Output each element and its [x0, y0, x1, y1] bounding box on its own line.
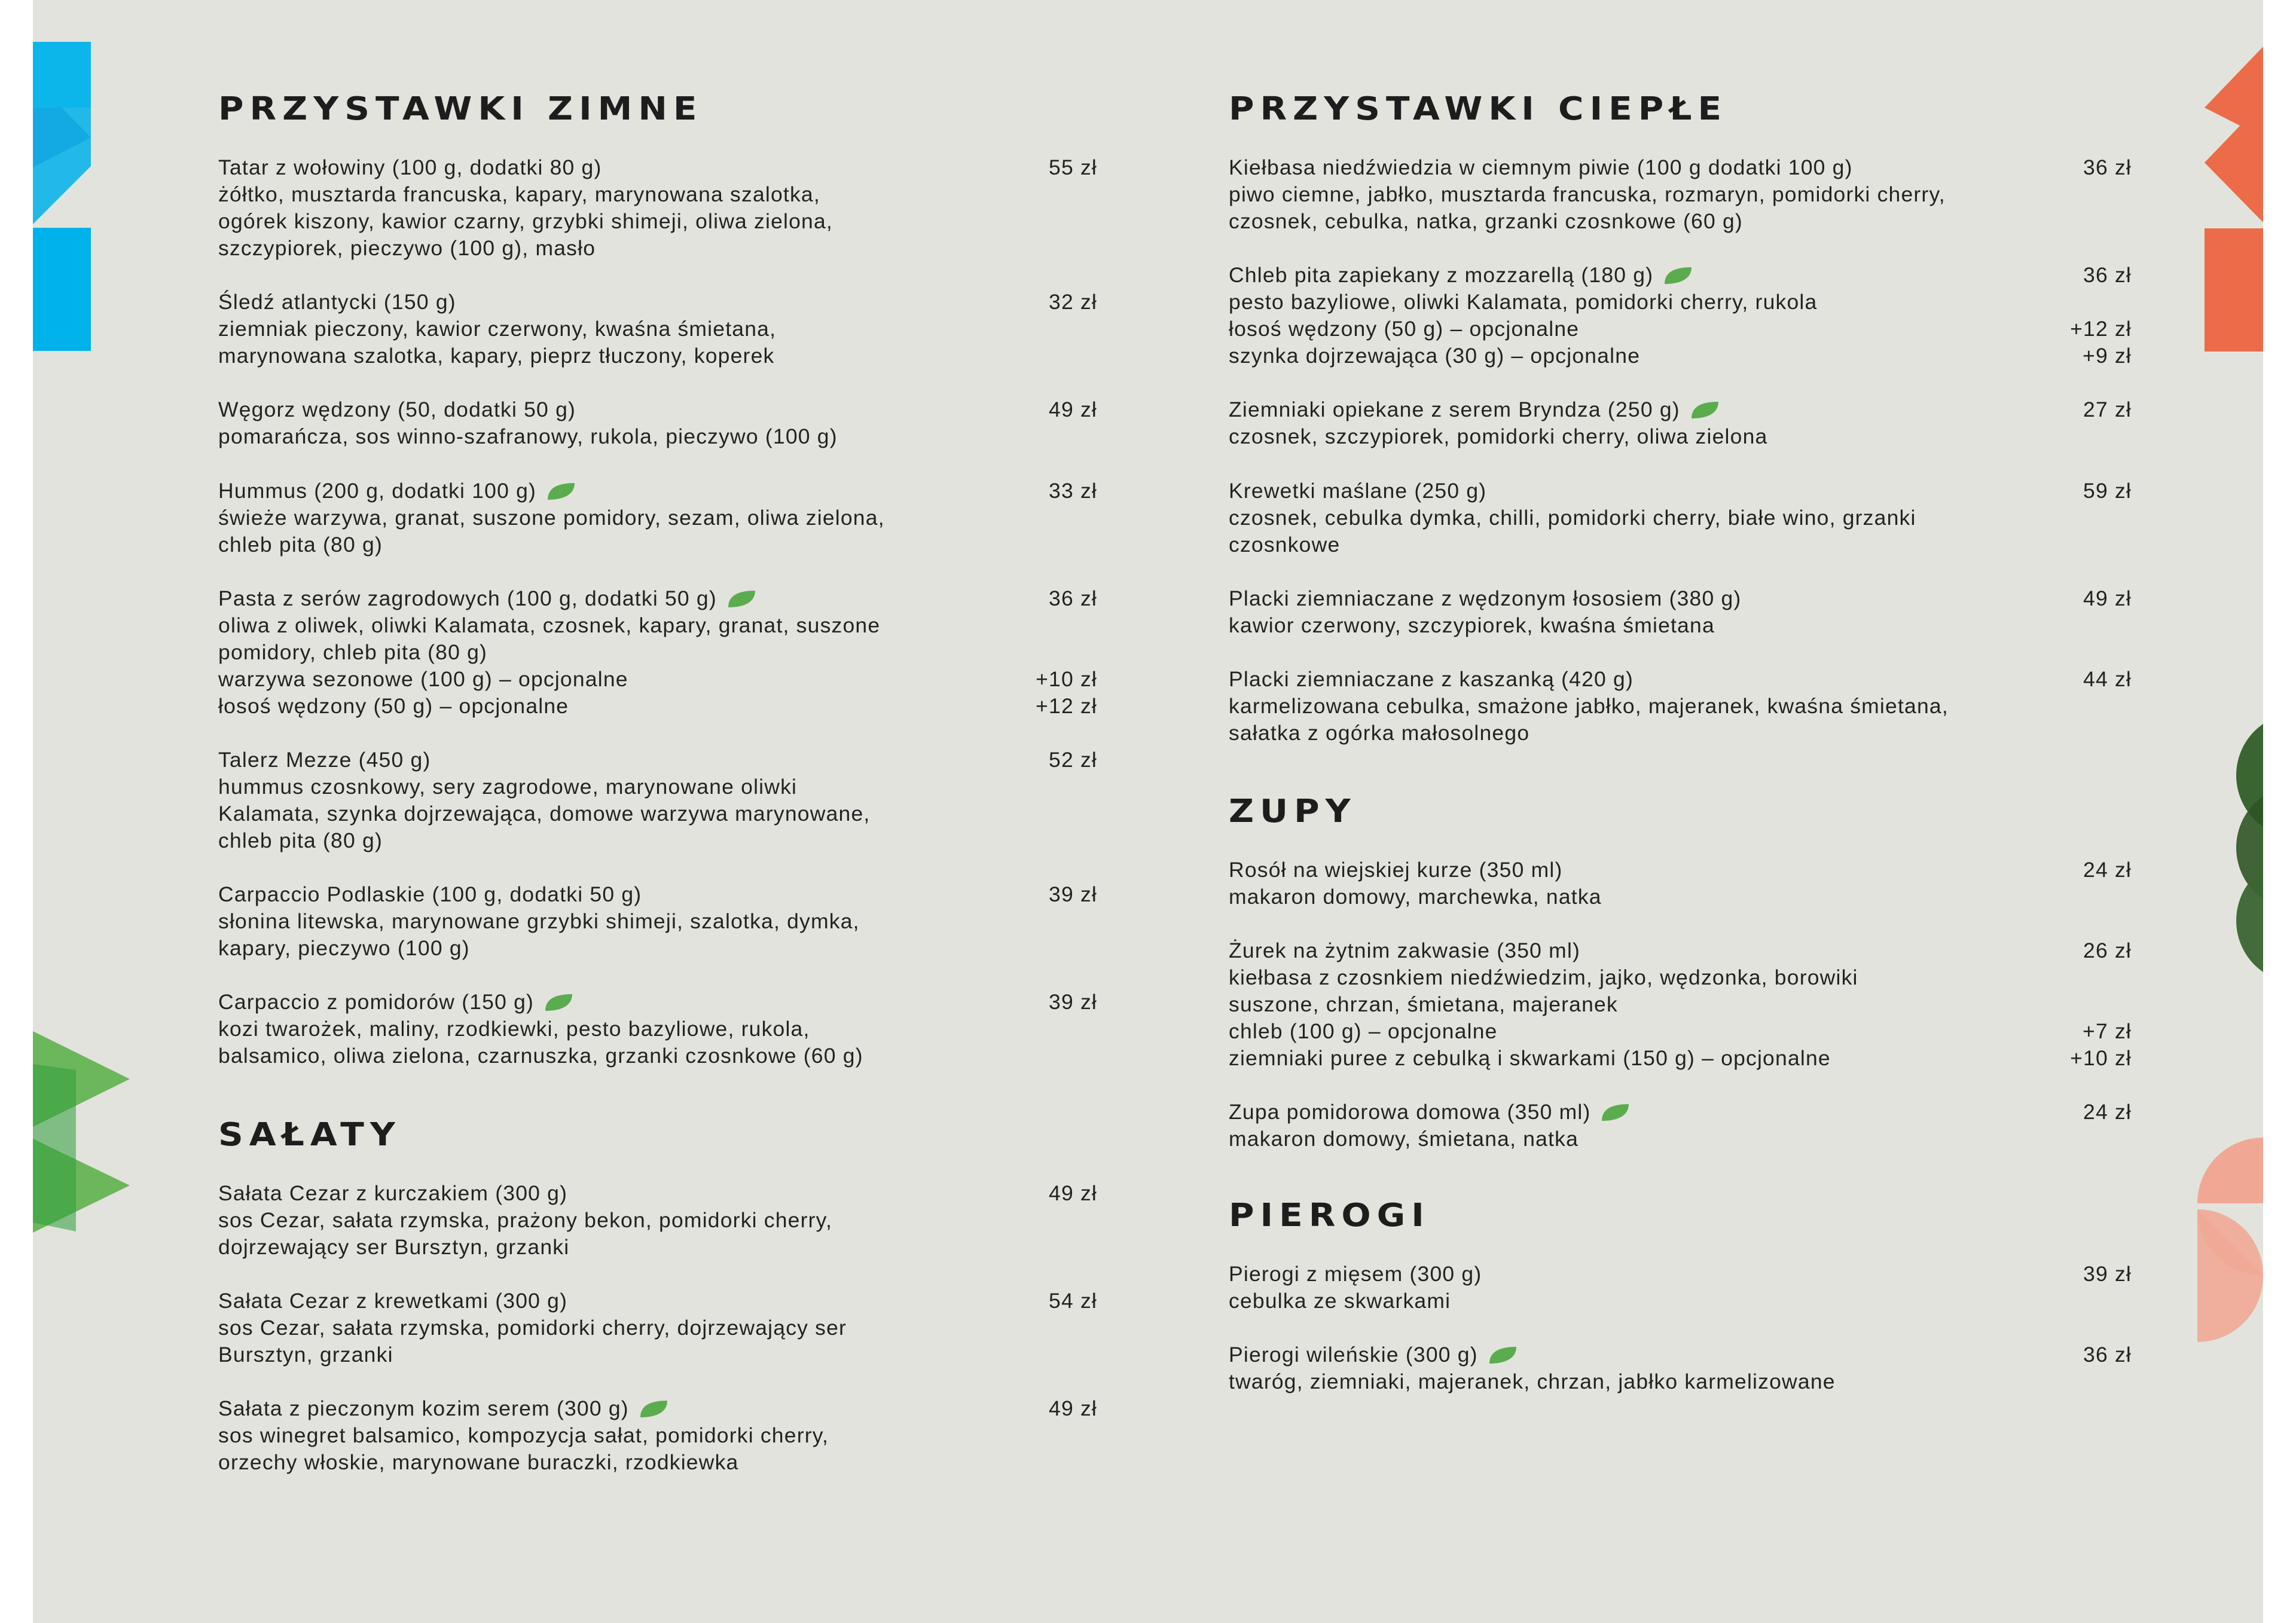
- dish-name: Węgorz wędzony (50, dodatki 50 g): [218, 398, 576, 421]
- dish-ingredients: Kalamata, szynka dojrzewająca, domowe warzywa marynowane,: [218, 802, 871, 826]
- dish-price: 49 zł: [1049, 398, 1097, 421]
- dish-name: Pierogi wileńskie (300 g): [1229, 1343, 1478, 1367]
- dish-price: 49 zł: [1049, 1181, 1097, 1205]
- option-price: +10 zł: [1036, 667, 1097, 691]
- dish-line: [1229, 1099, 2132, 1126]
- dish-price: 24 zł: [2083, 858, 2132, 882]
- section-title: PRZYSTAWKI ZIMNE: [218, 90, 703, 127]
- dish-ingredients: świeże warzywa, granat, suszone pomidory, sezam, oliwa zielona,: [218, 506, 885, 530]
- dish-ingredients: marynowana szalotka, kapary, pieprz tłuczony, koperek: [218, 344, 775, 368]
- section-title: PRZYSTAWKI CIEPŁE: [1229, 90, 1728, 127]
- menu-item: [1229, 1099, 2132, 1153]
- option-price: +12 zł: [1036, 694, 1097, 718]
- menu-item: [218, 1180, 1097, 1261]
- dish-option: szynka dojrzewająca (30 g) – opcjonalne +9 zł: [1229, 343, 2132, 369]
- dish-name: Placki ziemniaczane z wędzonym łososiem (380 g): [1229, 586, 1742, 610]
- dish-ingredients: czosnek, szczypiorek, pomidorki cherry, oliwa zielona: [1229, 424, 1768, 448]
- dish-line: [1229, 478, 2132, 505]
- dish-price: 49 zł: [1049, 1396, 1097, 1420]
- option-price: +12 zł: [2070, 317, 2132, 341]
- option-price: +9 zł: [2083, 344, 2132, 368]
- leaf-icon: [1690, 401, 1720, 420]
- dish-price: 59 zł: [2083, 479, 2132, 503]
- dish-ingredients: kawior czerwony, szczypiorek, kwaśna śmietana: [1229, 613, 1715, 637]
- dish-ingredients: sos Cezar, sałata rzymska, pomidorki cherry, dojrzewający ser: [218, 1316, 847, 1340]
- dish-ingredients: kapary, pieczywo (100 g): [218, 936, 470, 960]
- dish-ingredients: czosnek, cebulka, natka, grzanki czosnkowe (60 g): [1229, 209, 1743, 233]
- dish-ingredients: makaron domowy, śmietana, natka: [1229, 1127, 1579, 1151]
- menu-item: [218, 747, 1097, 854]
- dish-name: Żurek na żytnim zakwasie (350 ml): [1229, 939, 1581, 962]
- menu-item: [1229, 396, 2132, 450]
- dish-line: [1229, 396, 2132, 423]
- dish-ingredients: piwo ciemne, jabłko, musztarda francuska, rozmaryn, pomidorki cherry,: [1229, 182, 1946, 206]
- dish-ingredients: ogórek kiszony, kawior czarny, grzybki shimeji, oliwa zielona,: [218, 209, 833, 233]
- menu-item: [218, 989, 1097, 1069]
- dish-name: Sałata Cezar z krewetkami (300 g): [218, 1289, 568, 1313]
- pink-semicircle-shapes: [2197, 1138, 2263, 1342]
- dish-line: [1229, 262, 2132, 289]
- dish-price: 26 zł: [2083, 939, 2132, 962]
- dish-ingredients: pesto bazyliowe, oliwki Kalamata, pomidorki cherry, rukola: [1229, 290, 1818, 314]
- dish-name: Pierogi z mięsem (300 g): [1229, 1262, 1482, 1286]
- dish-ingredients: pomarańcza, sos winno-szafranowy, rukola, pieczywo (100 g): [218, 424, 838, 448]
- menu-item: [218, 585, 1097, 720]
- menu-item: [1229, 585, 2132, 639]
- dish-ingredients: Bursztyn, grzanki: [218, 1343, 393, 1367]
- dish-ingredients: chleb pita (80 g): [218, 533, 383, 557]
- dish-line: [218, 1288, 1097, 1315]
- dish-ingredients: pomidory, chleb pita (80 g): [218, 640, 488, 664]
- dish-line: [218, 154, 1097, 181]
- dish-price: 36 zł: [2083, 263, 2132, 287]
- dish-price: 54 zł: [1049, 1289, 1097, 1313]
- leaf-icon: [544, 993, 573, 1012]
- dish-price: 49 zł: [2083, 586, 2132, 610]
- menu-item: [1229, 857, 2132, 910]
- dish-line: [1229, 666, 2132, 693]
- dish-line: [1229, 154, 2132, 181]
- dish-name: Tatar z wołowiny (100 g, dodatki 80 g): [218, 155, 602, 179]
- menu-item: [218, 881, 1097, 962]
- dish-line: [1229, 585, 2132, 612]
- dish-price: 39 zł: [1049, 990, 1097, 1014]
- dish-option: ziemniaki puree z cebulką i skwarkami (150 g) – opcjonalne +10 zł: [1229, 1045, 2132, 1072]
- dish-ingredients: słonina litewska, marynowane grzybki shimeji, szalotka, dymka,: [218, 909, 860, 933]
- menu-item: [1229, 666, 2132, 747]
- dish-ingredients: karmelizowana cebulka, smażone jabłko, majeranek, kwaśna śmietana,: [1229, 694, 1949, 718]
- dish-ingredients: sos winegret balsamico, kompozycja sałat, pomidorki cherry,: [218, 1423, 829, 1447]
- dish-line: [1229, 1261, 2132, 1288]
- dish-line: [218, 289, 1097, 316]
- dish-price: 39 zł: [2083, 1262, 2132, 1286]
- dish-name: Pasta z serów zagrodowych (100 g, dodatki 50 g): [218, 586, 717, 610]
- dish-price: 55 zł: [1049, 155, 1097, 179]
- section-title: ZUPY: [1229, 792, 1357, 830]
- dish-ingredients: suszone, chrzan, śmietana, majeranek: [1229, 992, 1618, 1016]
- menu-item: [218, 1395, 1097, 1476]
- dish-ingredients: twaróg, ziemniaki, majeranek, chrzan, jabłko karmelizowane: [1229, 1370, 1836, 1393]
- dish-ingredients: sałatka z ogórka małosolnego: [1229, 721, 1530, 745]
- dish-name: Carpaccio Podlaskie (100 g, dodatki 50 g): [218, 882, 642, 906]
- dish-name: Zupa pomidorowa domowa (350 ml): [1229, 1100, 1591, 1124]
- dish-price: 32 zł: [1049, 290, 1097, 314]
- dish-line: [218, 1395, 1097, 1422]
- dish-line: [218, 881, 1097, 908]
- menu-item: [1229, 1341, 2132, 1395]
- dish-ingredients: szczypiorek, pieczywo (100 g), masło: [218, 236, 596, 260]
- dish-option: łosoś wędzony (50 g) – opcjonalne +12 zł: [218, 693, 1097, 720]
- dish-ingredients: czosnkowe: [1229, 533, 1341, 557]
- menu-item: [218, 478, 1097, 558]
- dish-price: 36 zł: [2083, 1343, 2132, 1367]
- menu-item: [1229, 1261, 2132, 1315]
- dish-ingredients: żółtko, musztarda francuska, kapary, marynowana szalotka,: [218, 182, 820, 206]
- section-title: SAŁATY: [218, 1115, 401, 1153]
- dish-price: 36 zł: [2083, 155, 2132, 179]
- menu-item: [218, 396, 1097, 450]
- dish-ingredients: makaron domowy, marchewka, natka: [1229, 885, 1602, 909]
- dish-line: [218, 396, 1097, 423]
- menu-item: [1229, 937, 2132, 1072]
- dish-name: Rosół na wiejskiej kurze (350 ml): [1229, 858, 1563, 882]
- dish-ingredients: sos Cezar, sałata rzymska, prażony bekon, pomidorki cherry,: [218, 1208, 833, 1232]
- dish-line: [218, 585, 1097, 612]
- dish-ingredients: cebulka ze skwarkami: [1229, 1289, 1451, 1313]
- dish-ingredients: balsamico, oliwa zielona, czarnuszka, grzanki czosnkowe (60 g): [218, 1044, 863, 1068]
- dish-price: 33 zł: [1049, 479, 1097, 503]
- leaf-icon: [1488, 1346, 1518, 1365]
- menu-item: [218, 1288, 1097, 1368]
- dish-price: 39 zł: [1049, 882, 1097, 906]
- dish-line: [218, 747, 1097, 774]
- menu-item: [1229, 262, 2132, 369]
- option-price: +10 zł: [2070, 1046, 2132, 1070]
- dish-option: chleb (100 g) – opcjonalne +7 zł: [1229, 1018, 2132, 1045]
- menu-item: [218, 154, 1097, 262]
- dish-price: 36 zł: [1049, 586, 1097, 610]
- dish-ingredients: kozi twarożek, maliny, rzodkiewki, pesto bazyliowe, rukola,: [218, 1017, 810, 1041]
- dish-line: [218, 478, 1097, 505]
- dish-ingredients: ziemniak pieczony, kawior czerwony, kwaśna śmietana,: [218, 317, 777, 341]
- dark-green-circles-shapes: [2236, 713, 2263, 983]
- dish-price: 44 zł: [2083, 667, 2132, 691]
- leaf-icon: [546, 482, 576, 501]
- blue-geometric-shapes: [33, 42, 91, 351]
- dish-name: Placki ziemniaczane z kaszanką (420 g): [1229, 667, 1634, 691]
- menu-item: [1229, 478, 2132, 558]
- dish-line: [1229, 857, 2132, 884]
- dish-name: Śledź atlantycki (150 g): [218, 290, 456, 314]
- dish-price: 27 zł: [2083, 398, 2132, 421]
- dish-name: Chleb pita zapiekany z mozzarellą (180 g): [1229, 263, 1654, 287]
- dish-price: 24 zł: [2083, 1100, 2132, 1124]
- dish-ingredients: chleb pita (80 g): [218, 829, 383, 852]
- dish-name: Hummus (200 g, dodatki 100 g): [218, 479, 537, 503]
- dish-line: [218, 989, 1097, 1016]
- dish-name: Carpaccio z pomidorów (150 g): [218, 990, 535, 1014]
- dish-ingredients: oliwa z oliwek, oliwki Kalamata, czosnek, kapary, granat, suszone: [218, 613, 881, 637]
- dish-ingredients: kiełbasa z czosnkiem niedźwiedzim, jajko, wędzonka, borowiki: [1229, 965, 1858, 989]
- dish-name: Ziemniaki opiekane z serem Bryndza (250 g): [1229, 398, 1680, 421]
- dish-ingredients: hummus czosnkowy, sery zagrodowe, marynowane oliwki: [218, 775, 798, 799]
- dish-price: 52 zł: [1049, 748, 1097, 772]
- dish-ingredients: dojrzewający ser Bursztyn, grzanki: [218, 1235, 570, 1259]
- menu-page: [33, 0, 2263, 1623]
- dish-option: warzywa sezonowe (100 g) – opcjonalne +10 zł: [218, 666, 1097, 693]
- dish-name: Sałata z pieczonym kozim serem (300 g): [218, 1396, 629, 1420]
- dish-line: [1229, 937, 2132, 964]
- leaf-icon: [726, 589, 756, 609]
- dish-option: łosoś wędzony (50 g) – opcjonalne +12 zł: [1229, 316, 2132, 343]
- menu-item: [218, 289, 1097, 369]
- menu-item: [1229, 154, 2132, 235]
- dish-ingredients: czosnek, cebulka dymka, chilli, pomidorki cherry, białe wino, grzanki: [1229, 506, 1916, 530]
- dish-name: Talerz Mezze (450 g): [218, 748, 431, 772]
- dish-line: [218, 1180, 1097, 1207]
- dish-name: Sałata Cezar z kurczakiem (300 g): [218, 1181, 568, 1205]
- section-title: PIEROGI: [1229, 1196, 1430, 1234]
- leaf-icon: [1663, 266, 1693, 285]
- option-price: +7 zł: [2083, 1019, 2132, 1043]
- dish-name: Kiełbasa niedźwiedzia w ciemnym piwie (100 g dodatki 100 g): [1229, 155, 1853, 179]
- orange-geometric-shapes: [2205, 47, 2263, 352]
- leaf-icon: [1600, 1103, 1630, 1122]
- dish-ingredients: orzechy włoskie, marynowane buraczki, rzodkiewka: [218, 1450, 739, 1474]
- dish-line: [1229, 1341, 2132, 1368]
- dish-name: Krewetki maślane (250 g): [1229, 479, 1487, 503]
- green-triangles-shapes: [33, 1031, 130, 1233]
- leaf-icon: [639, 1399, 668, 1419]
